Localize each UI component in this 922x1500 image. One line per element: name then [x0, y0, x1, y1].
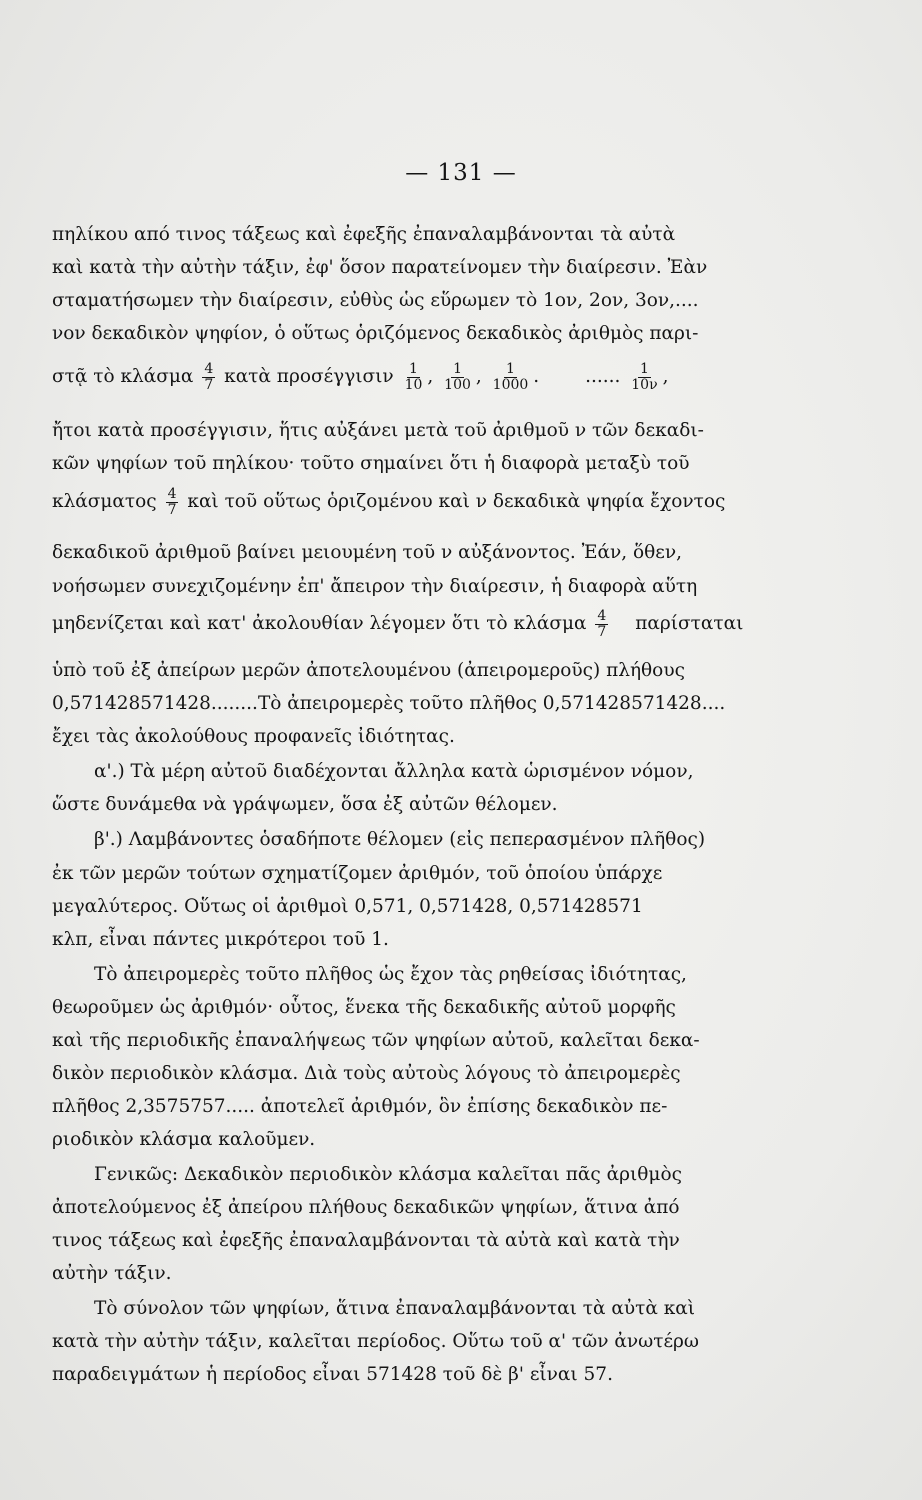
fraction-numerator: 1: [639, 360, 649, 377]
text-line: ὥστε δυνάμεθα νὰ γράψωμεν, ὅσα ἐξ αὐτῶν θέλομεν.: [52, 794, 558, 815]
text-segment: μηδενίζεται καὶ κατ' ἀκολουθίαν λέγομεν ὅτι τὸ κλάσμα: [52, 613, 587, 634]
text-segment: κλάσματος: [52, 491, 157, 512]
text-line: 0,571428571428........Τὸ ἀπειρομερὲς τοῦτο πλῆθος 0,571428571428....: [52, 693, 726, 714]
fraction-denominator: 7: [167, 501, 177, 518]
text-line-with-fraction: [52, 482, 862, 522]
fraction-denominator: 10ν: [631, 376, 658, 393]
fraction-four-sevenths: [166, 487, 179, 518]
text-line: θεωροῦμεν ὡς ἀριθμόν· οὗτος, ἕνεκα τῆς δεκαδικῆς αὐτοῦ μορφῆς: [52, 997, 676, 1018]
text-line: δεκαδικοῦ ἀριθμοῦ βαίνει μειουμένη τοῦ ν αὐξάνοντος. Ἐάν, ὅθεν,: [52, 542, 682, 563]
fraction-one-tenth: [403, 362, 425, 393]
fraction-numerator: 4: [204, 360, 214, 377]
text-line: ριοδικὸν κλάσμα καλοῦμεν.: [52, 1129, 316, 1150]
fraction-denominator: 7: [597, 623, 607, 640]
text-line: καὶ τῆς περιοδικῆς ἐπαναλήψεως τῶν ψηφίων αὐτοῦ, καλεῖται δεκα-: [52, 1030, 700, 1051]
text-segment: καὶ τοῦ οὕτως ὁριζομένου καὶ ν δεκαδικὰ ψηφία ἔχοντος: [187, 491, 726, 512]
text-segment: στᾷ τὸ κλάσμα: [52, 366, 194, 387]
text-line: Τὸ ἀπειρομερὲς τοῦτο πλῆθος ὡς ἔχον τὰς ρηθείσας ἰδιότητας,: [94, 964, 687, 985]
fraction-four-sevenths: [595, 609, 608, 640]
text-line: Γενικῶς: Δεκαδικὸν περιοδικὸν κλάσμα καλεῖται πᾶς ἀριθμὸς: [94, 1164, 682, 1185]
text-line: νοήσωμεν συνεχιζομένην ἐπ' ἄπειρον τὴν διαίρεσιν, ἡ διαφορὰ αὕτη: [52, 576, 698, 597]
text-line: σταματήσωμεν τὴν διαίρεσιν, εὐθὺς ὡς εὕρωμεν τὸ 1ον, 2ον, 3ον,....: [52, 290, 699, 311]
text-line: ἔχει τὰς ἀκολούθους προφανεῖς ἰδιότητας.: [52, 726, 455, 747]
fraction-denominator: 1000: [492, 376, 529, 393]
text-segment: κατὰ προσέγγισιν: [224, 366, 394, 387]
fraction-numerator: 4: [597, 607, 607, 624]
text-line-with-fractions: στᾷ τὸ κλάσμα $\frac{4}{7}$ κατὰ προσέγγισιν $\frac{1}{10}$ , $\frac{1}{100}$ , $\frac{1}{1000}$ . ...... $\frac{1}{10\nu}$ ,: [52, 360, 669, 393]
fraction-denominator: 7: [204, 376, 214, 393]
fraction-numerator: 1: [409, 360, 418, 377]
text-segment: παρίσταται: [635, 613, 744, 634]
text-line: β'.) Λαμβάνοντες ὁσαδήποτε θέλομεν (εἰς πεπερασμένον πλῆθος): [94, 829, 706, 850]
text-line: αὐτὴν τάξιν.: [52, 1263, 172, 1284]
text-line: παραδειγμάτων ἡ περίοδος εἶναι 571428 τοῦ δὲ β' εἶναι 57.: [52, 1364, 613, 1385]
text-line: πηλίκου από τινος τάξεως καὶ ἐφεξῆς ἐπαναλαμβάνονται τὰ αὐτὰ: [52, 224, 676, 245]
text-line: νον δεκαδικὸν ψηφίον, ὁ οὕτως ὁριζόμενος δεκαδικὸς ἀριθμὸς παρι-: [52, 323, 699, 344]
text-line: ἤτοι κατὰ προσέγγισιν, ἥτις αὐξάνει μετὰ τοῦ ἀριθμοῦ ν τῶν δεκαδι-: [52, 420, 704, 441]
fraction-one-over-ten-n: [629, 362, 659, 393]
fraction-numerator: 1: [453, 360, 462, 377]
fraction-one-thousandth: [491, 362, 531, 393]
fraction-four-sevenths: [202, 362, 215, 393]
text-line: ἀποτελούμενος ἐξ ἀπείρου πλήθους δεκαδικῶν ψηφίων, ἅτινα ἀπό: [52, 1197, 680, 1218]
text-line: δικὸν περιοδικὸν κλάσμα. Διὰ τοὺς αὐτοὺς λόγους τὸ ἀπειρομερὲς: [52, 1063, 681, 1084]
fraction-numerator: 1: [506, 360, 515, 377]
text-line: μεγαλύτερος. Οὕτως οἱ ἀριθμοὶ 0,571, 0,571428, 0,571428571: [52, 896, 643, 917]
text-line: ὑπὸ τοῦ ἐξ ἀπείρων μερῶν ἀποτελουμένου (ἀπειρομεροῦς) πλήθους: [52, 660, 685, 681]
fraction-denominator: 100: [444, 376, 471, 393]
text-line-with-fraction: [52, 604, 862, 644]
text-line: α'.) Τὰ μέρη αὐτοῦ διαδέχονται ἄλληλα κατὰ ὡρισμένον νόμον,: [94, 761, 694, 782]
text-line: Τὸ σύνολον τῶν ψηφίων, ἅτινα ἐπαναλαμβάνονται τὰ αὐτὰ καὶ: [94, 1298, 696, 1319]
text-line: καὶ κατὰ τὴν αὐτὴν τάξιν, ἐφ' ὅσον παρατείνομεν τὴν διαίρεσιν. Ἐὰν: [52, 257, 708, 278]
ellipsis: ......: [585, 366, 621, 387]
fraction-one-hundredth: [442, 362, 473, 393]
text-line: κλπ, εἶναι πάντες μικρότεροι τοῦ 1.: [52, 929, 389, 950]
text-line: τινος τάξεως καὶ ἐφεξῆς ἐπαναλαμβάνονται τὰ αὐτὰ καὶ κατὰ τὴν: [52, 1230, 680, 1251]
text-line: πλῆθος 2,3575757..... ἀποτελεῖ ἀριθμόν, ὃν ἐπίσης δεκαδικὸν πε-: [52, 1096, 668, 1117]
text-line: ἐκ τῶν μερῶν τούτων σχηματίζομεν ἀριθμόν, τοῦ ὁποίου ὑπάρχε: [52, 863, 663, 884]
fraction-numerator: 4: [167, 485, 177, 502]
fraction-denominator: 10: [404, 376, 423, 393]
text-line: κῶν ψηφίων τοῦ πηλίκου· τοῦτο σημαίνει ὅτι ἡ διαφορὰ μεταξὺ τοῦ: [52, 453, 690, 474]
page-number: — 131 —: [405, 160, 517, 186]
text-line: κατὰ τὴν αὐτὴν τάξιν, καλεῖται περίοδος. Οὕτω τοῦ α' τῶν ἀνωτέρω: [52, 1331, 699, 1352]
